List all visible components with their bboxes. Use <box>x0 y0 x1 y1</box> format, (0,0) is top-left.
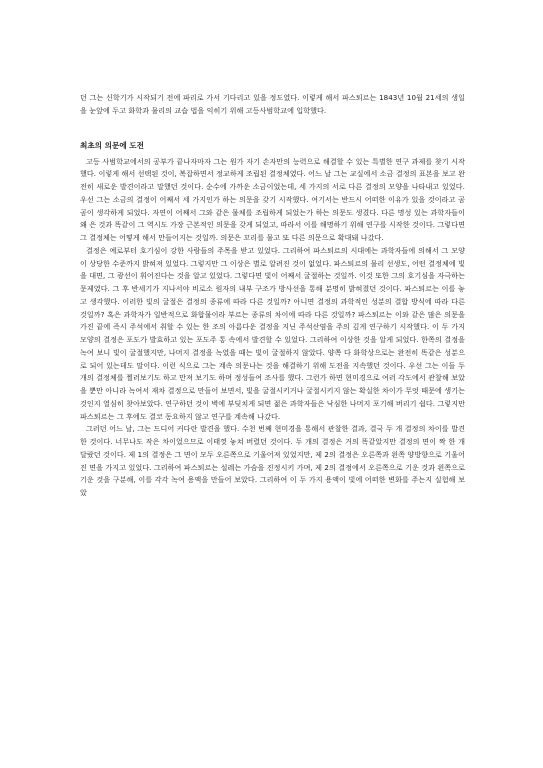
body-paragraph-2: 결정은 예로부터 호기심이 강한 사람들의 주목을 받고 있었다. 그리하여 파스퇴르의 시대에는 과학자들에 의해서 그 모양이 상당한 수준까지 밝혀져 있었다. 그렇지만 그 이상은 별로 알려진 것이 없었다. 파스퇴르의 물리 선생도, 어떤 결정체에 빛을 대면, 그 광선이 휘어진다는 것을 알고 있었다. 그렇다면 빛이 어째서 굴절하는 것일까. 이것 또한 그의 호기심을 자극하는 문제였다. 그 후 반세기가 지나서야 비로소 원자의 내부 구조가 방사선을 통해 분명히 밝혀졌던 것이다. 파스퇴르는 이를 놓고 생각했다. 이러한 빛의 굴절은 결정의 종류에 따라 다른 것일까? 아니면 결정의 과학적인 성분의 결합 방식에 따라 다른 것일까? 혹은 과학자가 일반적으로 화합물이라 부르는 종류의 차이에 따라 다른 것일까? 파스퇴르는 이와 같은 많은 의문을 가진 끝에 즉시 주석에서 취할 수 있는 한 조의 아름다운 결정을 지닌 주석산염을 주의 깊게 연구하기 시작했다. 이 두 가지 모양의 결정은 포도가 발효하고 있는 포도주 통 속에서 발견할 수 있었다. 그리하여 이상한 것을 알게 되었다. 한쪽의 결정을 녹여 보니 빛이 굴절했지만, 나머지 결정을 녹였을 때는 빛이 굴절하지 않았다. 양쪽 다 화학상으로는 완전히 똑같은 성분으로 되어 있는데도 말이다. 이런 식으로 그는 계속 의문나는 것을 해결하기 위해 도전을 지속했던 것이다. 우선 그는 이들 두 개의 결정체를 찔러보기도 하고 만져 보기도 하며 정성들여 조사를 했다. 그런가 하면 현미경으로 여러 각도에서 관찰해 보았을 뿐만 아니라 녹여서 재차 결정으로 만들어 보면서, 빛을 굴절시키거나 굴절시키지 않는 확실한 차이가 무엇 때문에 생기는 것인지 열심히 찾아보았다. 연구하던 것이 벽에 부딪치게 되면 젊은 과학자들은 낙심한 나머지 포기해 버리기 쉽다. 그렇지만 파스퇴르는 그 후에도 결코 동요하지 않고 연구를 계속해 나갔다. <box>80 245 465 421</box>
intro-paragraph: 던 그는 신학기가 시작되기 전에 파리로 가서 기다리고 있을 정도였다. 이렇게 해서 파스퇴르는 1843년 10월 21세의 생일을 눈앞에 두고 화학과 물리의 교습 법을 익히기 위해 고등사범학교에 입학했다. <box>80 93 465 115</box>
body-paragraph-1: 고등 사범학교에서의 공부가 끝나자마자 그는 원가 자기 손자만의 능력으로 해결할 수 있는 특별한 연구 과제를 찾기 시작했다. 이렇게 해서 선택된 것이, 복잡하면서 정교하게 조립된 결정체였다. 어느 날 그는 교실에서 소금 결정의 표본을 보고 완전히 새로운 발견이라고 말했던 것이다. 순수에 가까운 소금이었는데, 세 가지의 서로 다른 결정의 모양을 나타내고 있었다. 우선 그는 소금의 결정이 어째서 세 가지인가 하는 의문을 갖기 시작했다. 여기서는 반드시 어떠한 이유가 있을 것이라고 곰곰이 생각하게 되었다. 자연이 어째서 그와 같은 물체를 조립하게 되었는가 하는 의문도 생겼다. 다른 명성 있는 과학자들이 왜 은 것과 똑같이 그 역시도 가장 근본적인 의문을 갖게 되었고, 따라서 이를 해명하기 위해 연구를 시작한 것이다. 그렇다면 그 결정체는 어떻게 해서 만들어지는 것일까. 의문은 꼬리를 물고 또 다른 의문으로 확대돼 나갔다. <box>80 156 465 242</box>
body-paragraph-3: 그러던 어느 날, 그는 드디어 커다란 발견을 했다. 수천 번째 현미경을 통해서 관찰한 결과, 결국 두 개 결정의 차이를 발견한 것이다. 너무나도 작은 차이었으므로 이태껏 놓쳐 버렸던 것이다. 두 개의 결정은 거의 똑같았지만 결정의 면이 짝 한 개 달랐던 것이다. 제 1의 결정은 그 면이 모두 오른쪽으로 기울어져 있었지만, 제 2의 결정은 오른쪽과 왼쪽 양방향으로 기울어진 면을 가지고 있었다. 그리하여 파스퇴르는 설레는 가슴을 진정시키 가며, 제 2의 결정에서 오른쪽으로 기운 것과 왼쪽으로 기운 것을 구분해, 이를 각각 녹여 용액을 만들어 보았다. 그리하여 이 두 가지 용액이 빛에 어떠한 변화를 주는지 실험해 보았 <box>80 424 465 497</box>
section-heading: 최초의 의문에 도전 <box>80 140 144 150</box>
document-page <box>80 92 465 500</box>
